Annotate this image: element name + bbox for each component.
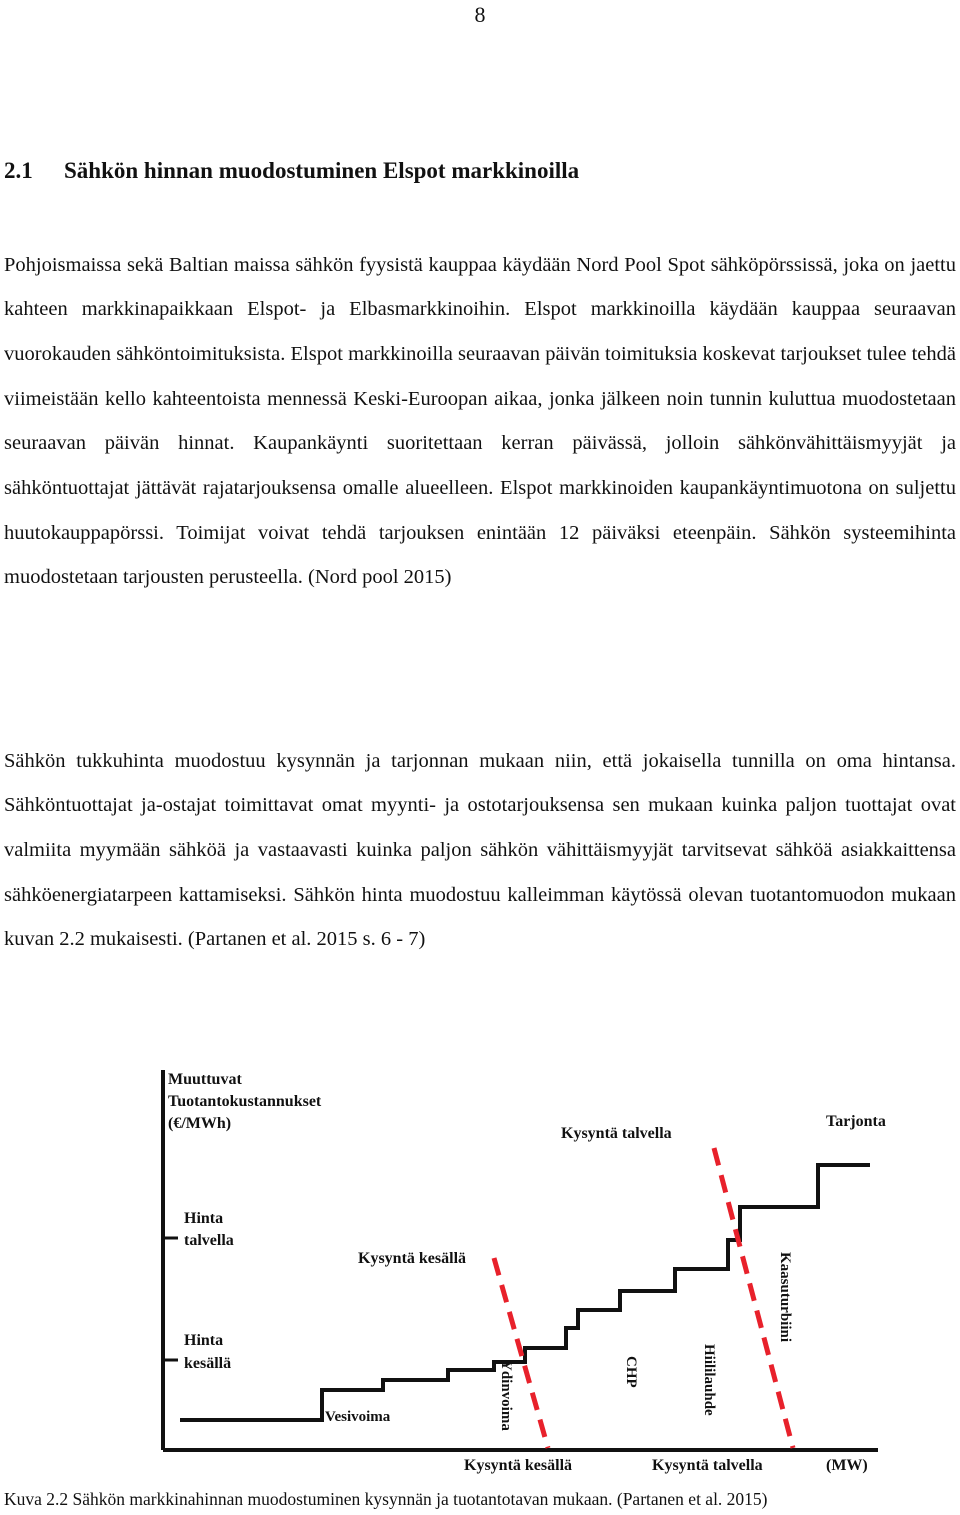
source-hydro-label: Vesivoima [325,1409,391,1425]
x-demand-winter-label: Kysyntä talvella [652,1457,763,1474]
section-number: 2.1 [4,158,33,183]
supply-demand-diagram [0,1040,960,1480]
price-summer-line2: kesällä [184,1355,232,1372]
source-gas-turbine-label: Kaasuturbiini [777,1252,793,1343]
figure-caption: Kuva 2.2 Sähkön markkinahinnan muodostuminen kysynnän ja tuotantotavan mukaan. (Partanen et al. 2015) [4,1489,768,1509]
source-chp-label: CHP [623,1356,639,1388]
price-summer-line1: Hinta [184,1332,224,1349]
price-winter-line2: talvella [184,1232,234,1249]
demand-winter-label: Kysyntä talvella [561,1125,672,1142]
y-axis-label-line3: (€/MWh) [168,1115,232,1132]
figure-price-formation [0,1040,960,1480]
supply-curve [180,1165,870,1420]
source-nuclear-label: Ydinvoima [498,1360,514,1431]
x-axis-label: (MW) [826,1457,868,1474]
section-heading [4,158,579,184]
paragraph-wholesale-price: Sähkön tukkuhinta muodostuu kysynnän ja tarjonnan mukaan niin, että jokaisella tunnilla on oma hintansa. Sähköntuottajat ja-ostajat toimittavat omat myynti- ja ostotarjouksensa sen mukaan kuinka paljon tuottajat ovat valmiita myymään sähköä ja vastaavasti kuinka paljon sähkön vähittäismyyjät tarvitsevat sähköä asiakkaittensa sähköenergiatarpeen kattamiseksi. Sähkön hinta muodostuu kalleimman käytössä olevan tuotantomuodon mukaan kuvan 2.2 mukaisesti. (Partanen et al. 2015 s. 6 - 7) [4,749,956,951]
y-axis-label-line1: Muuttuvat [168,1071,242,1088]
source-coal-label: Hiililauhde [701,1344,717,1416]
section-title: Sähkön hinnan muodostuminen Elspot markkinoilla [64,158,580,183]
paragraph-nord-pool: Pohjoismaissa sekä Baltian maissa sähkön fyysistä kauppaa käydään Nord Pool Spot sähköpörssissä, joka on jaettu kahteen markkinapaikkaan Elspot- ja Elbasmarkkinoihin. Elspot markkinoilla käydään kauppaa seuraavan vuorokauden sähköntoimituksista. Elspot markkinoilla seuraavan päivän toimituksia koskevat tarjoukset tulee tehdä viimeistään kello kahteentoista mennessä Keski-Euroopan aikaa, jonka jälkeen noin tunnin kuluttua muodostetaan seuraavan päivän hinnat. Kaupankäynti suoritettaan kerran päivässä, jolloin sähkönvähittäismyyjät ja sähköntuottajat jättävät rajatarjouksensa omalle alueelleen. Elspot markkinoiden kaupankäyntimuotona on suljettu huutokauppapörssi. Toimijat voivat tehdä tarjouksen enintään 12 päiväksi eteenpäin. Sähkön systeemihinta muodostetaan tarjousten perusteella. (Nord pool 2015) [4,253,956,589]
y-axis-label-line2: Tuotantokustannukset [168,1093,322,1110]
x-demand-summer-label: Kysyntä kesällä [464,1457,573,1474]
page-number: 8 [474,2,486,27]
supply-label: Tarjonta [826,1113,886,1130]
demand-summer-label: Kysyntä kesällä [358,1250,467,1267]
price-winter-line1: Hinta [184,1210,224,1227]
